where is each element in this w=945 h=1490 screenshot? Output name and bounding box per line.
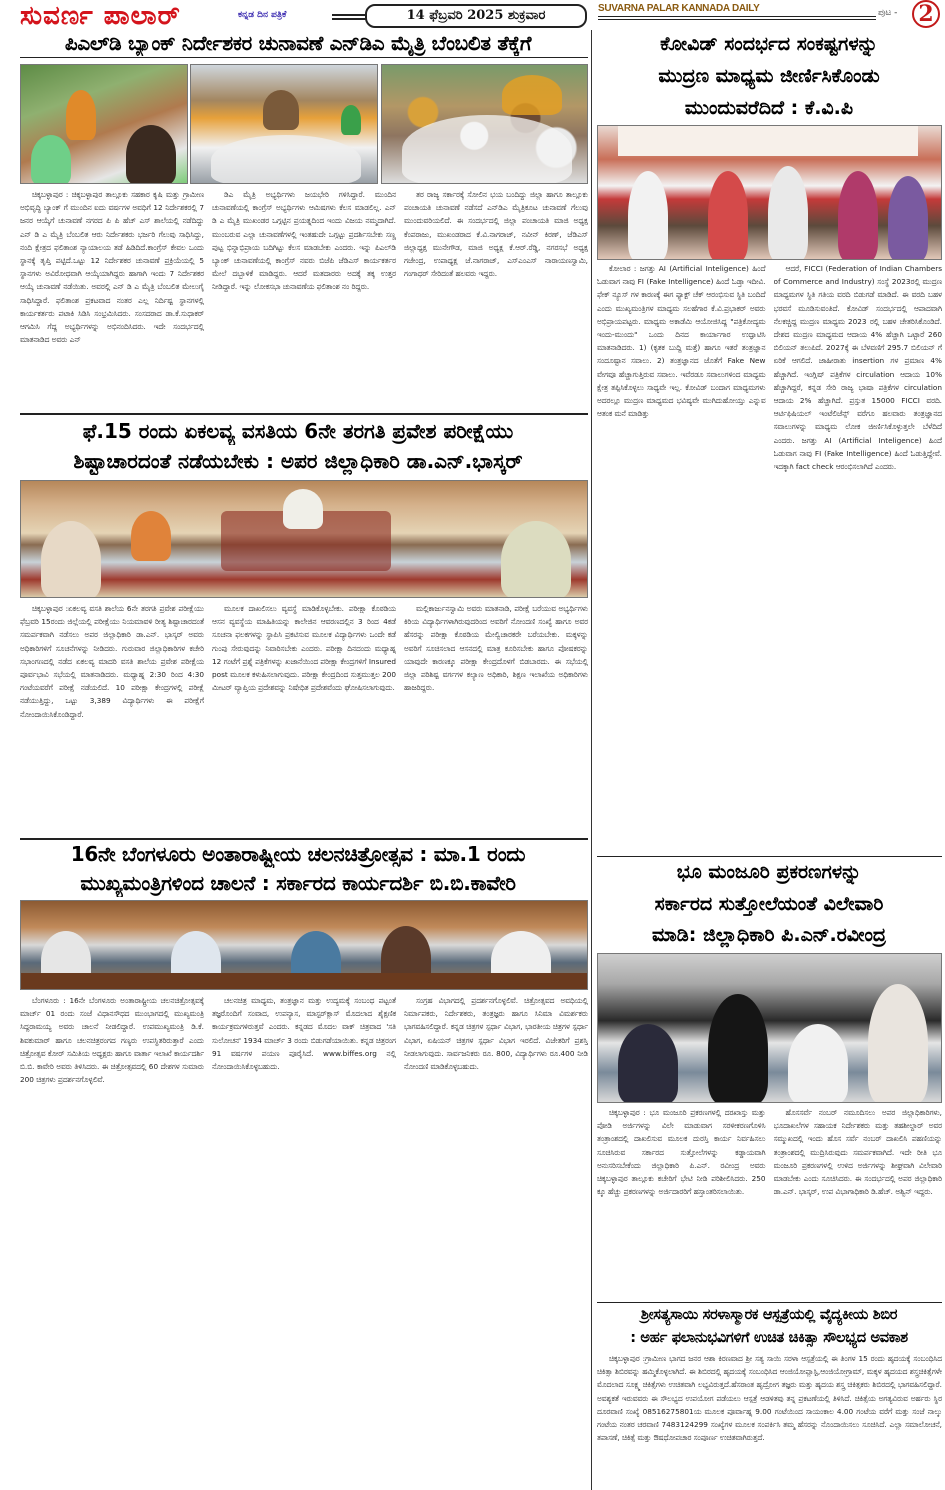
article-body-pld-bank bbox=[20, 188, 588, 406]
article-column: ತರ ರಾಜ್ಯ ಸರ್ಕಾರಕ್ಕೆ ಸೋಲಿನ ಭಯ ಬಂದಿದ್ದು ಜಿಲ್ಲಾ ಹಾಗೂ ತಾಲ್ಲೂಕು ಪಂಚಾಯತಿ ಚುನಾವಣೆ ನಡೆಸದೆ ಎನ್‌ಡಿಎ ಮೈತ್ರಿಕೂಟ ಚುನಾವಣೆ ಗೆಲುವು ಮುಂದುವರಿಯಲಿದೆ. ಈ ಸಂದರ್ಭದಲ್ಲಿ ಜಿಲ್ಲಾ ಪಂಚಾಯತಿ ಮಾಜಿ ಅಧ್ಯಕ್ಷ ಕೆಂಪರಾಜು, ಮುಖಂಡರಾದ ಕೆ.ವಿ.ನಾಗರಾಜ್, ನವೀನ್ ಕಿರಣ್, ಜೆಡಿಎಸ್ ಜಿಲ್ಲಾಧ್ಯಕ್ಷ ಮುನೇಗೌಡ, ಮಾಜಿ ಅಧ್ಯಕ್ಷ ಕೆ.ಆರ್.ರೆಡ್ಡಿ, ನಗರಸಭೆ ಅಧ್ಯಕ್ಷ ಗಜೇಂದ್ರ, ಉಪಾಧ್ಯಕ್ಷ ಜೆ.ನಾಗರಾಜ್, ಎಸ್ಎಂಎಸ್ ನಾರಾಯಣಸ್ವಾಮಿ, ಗಂಗಾಧರ್ ಸೇರಿದಂತೆ ಹಲವರು ಇದ್ದರು. bbox=[404, 190, 588, 279]
daily-name: SUVARNA PALAR KANNADA DAILY bbox=[598, 3, 760, 14]
headline-sathya-sai-line1: ಶ್ರೀಸತ್ಯಸಾಯಿ ಸರಳಾಸ್ಮಾರಕ ಆಸ್ಪತ್ರೆಯಲ್ಲಿ ವೈದ್ಯಕೀಯ ಶಿಬಿರ bbox=[640, 1307, 898, 1323]
article-body-kvp bbox=[597, 262, 942, 832]
photo-press-meet bbox=[20, 900, 588, 990]
headline-pld-bank: ಪಿಎಲ್‌ಡಿ ಬ್ಯಾಂಕ್ ನಿರ್ದೇಶಕರ ಚುನಾವಣೆ ಎನ್‌ಡಿಎ ಮೈತ್ರಿ ಬೆಂಬಲಿತ ತೆಕ್ಕೆಗೆ bbox=[64, 31, 532, 55]
masthead bbox=[0, 0, 945, 32]
headline-kvp-line2: ಮುದ್ರಣ ಮಾಧ್ಯಮ ಜೀರ್ಣಿಸಿಕೊಂಡು bbox=[658, 65, 880, 87]
photo-statue-garlanding bbox=[190, 64, 378, 184]
photo-celebration-1 bbox=[20, 64, 188, 184]
article-body-land-grant bbox=[597, 1106, 942, 1301]
photo-media-workshop bbox=[597, 125, 942, 260]
article-column: ಚಲನಚಿತ್ರ ಮಾಧ್ಯಮ, ತಂತ್ರಜ್ಞಾನ ಮತ್ತು ಉದ್ಯಮಕ್ಕೆ ಸಂಬಂಧ ಪಟ್ಟಂತೆ ತಜ್ಞರೊಂದಿಗೆ ಸಂವಾದ, ಉಪನ್ಯಾಸ, ಮಾಸ್ಟರ್‌ಕ್ಲಾಸ್ ಮೊದಲಾದ ಶೈಕ್ಷಣಿಕ ಕಾರ್ಯಕ್ರಮಗಳಿರುತ್ತವೆ ಎಂದರು. ಕನ್ನಡದ ಮೊದಲ ವಾಕ್ ಚಿತ್ರವಾದ 'ಸತಿ ಸುಲೋಚನ' 1934 ಮಾರ್ಚ್ 3 ರಂದು ಬಿಡುಗಡೆಯಾಯಿತು. ಕನ್ನಡ ಚಿತ್ರರಂಗ 91 ವರ್ಷಗಳ ಪಯಣ ಪೂರೈಸಿದೆ. www.biffes.org ನಲ್ಲಿ ನೋಂದಾಯಿಸಿಕೊಳ್ಳಬಹುದು. bbox=[212, 996, 396, 1072]
headline-kvp-line1: ಕೋವಿಡ್ ಸಂದರ್ಭದ ಸಂಕಷ್ಟಗಳನ್ನು bbox=[660, 33, 878, 55]
article-column: ಚಿಕ್ಕಬಳ್ಳಾಪುರ : ಭೂ ಮಂಜೂರಿ ಪ್ರಕರಣಗಳಲ್ಲಿ ದರಖಾಸ್ತು ಮತ್ತು ಪೋಡಿ ಅರ್ಜಿಗಳನ್ನು ವಿಲೇ ಮಾಡುವಾಗ ಸರಳೀಕರಣಗೊಳಿಸಿ ತಂತ್ರಾಂಶದಲ್ಲಿ ದಾಖಲಿಸುವ ಮೂಲಕ ದುರಸ್ತಿ ಕಾರ್ಯ ನಿರ್ವಹಿಸಲು ಸೂಚಿಸಿರುವ ಸರ್ಕಾರದ ಸುತ್ತೋಲೆಗಳನ್ನು ಕಡ್ಡಾಯವಾಗಿ ಅನುಸರಿಸಬೇಕೆಂದು ಜಿಲ್ಲಾಧಿಕಾರಿ ಪಿ.ಎನ್. ರವೀಂದ್ರ ಅವರು ಚಿಕ್ಕಬಳ್ಳಾಪುರ ತಾಲ್ಲೂಕು ಕಚೇರಿಗೆ ಭೇಟಿ ನೀಡಿ ಪರಿಶೀಲಿಸಿದರು. 250 ಕ್ಕೂ ಹೆಚ್ಚು ಪ್ರಕರಣಗಳನ್ನು ಅರ್ಜಿದಾರರಿಗೆ ಹಸ್ತಾಂತರಿಸಲಾಯಿತು. bbox=[597, 1108, 766, 1197]
masthead-rule-right-2 bbox=[598, 19, 876, 20]
headline-kvp-line3: ಮುಂದುವರೆದಿದೆ : ಕೆ.ವಿ.ಪಿ bbox=[684, 97, 854, 119]
article-column: ಡಿಎ ಮೈತ್ರಿ ಅಭ್ಯರ್ಥಿಗಳು ಜಯಭೇರಿ ಗಳಿಸಿದ್ದಾರೆ. ಮುಂದಿನ ಚುನಾವಣೆಯಲ್ಲಿ ಕಾಂಗ್ರೆಸ್ ಅಭ್ಯರ್ಥಿಗಳು ಆಮಿಷಗಳು ಕೆಲಸ ಮಾಡಲಿಲ್ಲ. ಎನ್ ಡಿ ಎ ಮೈತ್ರಿ ಮುಖಂಡರ ಒಗ್ಗಟ್ಟಿನ ಪ್ರಯತ್ನದಿಂದ ಇಂದು ವಿಜಯ ನಮ್ಮದಾಗಿದೆ. ಮುಂಬರುವ ಎಲ್ಲಾ ಚುನಾವಣೆಗಳಲ್ಲಿ ಇಂತಹುದೇ ಒಗ್ಗಟ್ಟು ಪ್ರದರ್ಶಿಸಬೇಕು ಸಣ್ಣ ಪುಟ್ಟ ಭಿನ್ನಾಭಿಪ್ರಾಯ ಬದಿಗಿಟ್ಟು ಕೆಲಸ ಮಾಡಬೇಕು ಎಂದರು. ಇನ್ನು ಪಿಎಲ್‌ಡಿ ಬ್ಯಾಂಕ್ ಚುನಾವಣೆಯಲ್ಲಿ ಕಾಂಗ್ರೆಸ್ ನವರು ಬಿಜೆಪಿ ಜೆಡಿಎಸ್ ಕಾರ್ಯಕರ್ತರ ಮೇಲೆ ದಬ್ಬಾಳಿಕೆ ಮಾಡಿದ್ದರು. ಆದರೆ ಮತದಾರರು ಅದಕ್ಕೆ ತಕ್ಕ ಉತ್ತರ ನೀಡಿದ್ದಾರೆ. ಇನ್ನು ಲೋಕಸಭಾ ಚುನಾವಣೆಯ ಫಲಿತಾಂಶ ನಂ ರಿದ್ದರು. bbox=[212, 190, 396, 292]
column-divider bbox=[591, 30, 592, 1490]
headline-land-line3: ಮಾಡಿ: ಜಿಲ್ಲಾಧಿಕಾರಿ ಪಿ.ಎನ್.ರವೀಂದ್ರ bbox=[651, 924, 887, 946]
article-column: ಸಂಗ್ರಹ ವಿಭಾಗದಲ್ಲಿ ಪ್ರದರ್ಶನಗೊಳ್ಳಲಿವೆ. ಚಿತ್ರೋತ್ಸವದ ಅವಧಿಯಲ್ಲಿ ನಿರ್ಮಾಪಕರು, ನಿರ್ದೇಶಕರು, ತಂತ್ರಜ್ಞರು ಹಾಗೂ ಸಿನಿಮಾ ವಿಮರ್ಶಕರು ಭಾಗವಹಿಸಲಿದ್ದಾರೆ. ಕನ್ನಡ ಚಿತ್ರಗಳ ಸ್ಪರ್ಧಾ ವಿಭಾಗ, ಭಾರತೀಯ ಚಿತ್ರಗಳ ಸ್ಪರ್ಧಾ ವಿಭಾಗ, ಏಷಿಯನ್ ಚಿತ್ರಗಳ ಸ್ಪರ್ಧಾ ವಿಭಾಗ ಇರಲಿದೆ. ವಿಜೇತರಿಗೆ ಪ್ರಶಸ್ತಿ ನೀಡಲಾಗುವುದು. ಸಾರ್ವಜನಿಕರು ರೂ. 800, ವಿದ್ಯಾರ್ಥಿಗಳು ರೂ.400 ನೀಡಿ ನೋಂದಣಿ ಮಾಡಿಕೊಳ್ಳಬಹುದು. bbox=[404, 996, 588, 1072]
article-body-biffes bbox=[20, 994, 588, 1484]
page-label: ಪುಟ - bbox=[878, 8, 898, 18]
article-column: ಕೋಲಾರ : ಜಗತ್ತು AI (Artificial Inteligence) ಹಿಂದೆ ಓಡುವಾಗ ನಾವು FI (Fake Intelligence) ಹಿಂದೆ ಓಡ್ತಾ ಇದೀವಿ. ಫೇಕ್ ನ್ಯೂಸ್ ಗಳ ಕಾರಣಕ್ಕೆ ಈಗ ಫ್ಯಾಕ್ಟ್ ಚೆಕ್ ಆರಂಭಿಸುವ ಸ್ಥಿತಿ ಬಂದಿದೆ ಎಂದು ಮುಖ್ಯಮಂತ್ರಿಗಳ ಮಾಧ್ಯಮ ಸಲಹೆಗಾರ ಕೆ.ವಿ.ಪ್ರಭಾಕರ್ ಅವರು ಅಭಿಪ್ರಾಯಪಟ್ಟರು. ಮಾಧ್ಯಮ ಅಕಾಡೆಮಿ ಆಯೋಜಿಸಿದ್ದ "ಪತ್ರಿಕೋದ್ಯಮ ಇಂದು-ಮುಂದು" ಒಂದು ದಿನದ ಕಾರ್ಯಾಗಾರ ಉದ್ಘಾಟಿಸಿ ಮಾತನಾಡಿದರು. 1) (ಕೃತಕ ಬುದ್ದಿ ಮತ್ತೆ) ಹಾಗೂ ಇತರೆ ತಂತ್ರಜ್ಞಾನ ಸಂದೂಷ್ಟಾನ ಸವಾಲು. 2) ತಂತ್ರಜ್ಞಾನದ ಜೊತೆಗೆ Fake New ವೇಗವೂ ಹೆಚ್ಚಾಗುತ್ತಿರುವ ಸವಾಲು. ಇವೆರಡೂ ಸವಾಲುಗಳಿಂದ ಮಾಧ್ಯಮ ಕ್ಷೇತ್ರ ತಪ್ಪಿಸಿಕೊಳ್ಳಲು ಸಾಧ್ಯವೇ ಇಲ್ಲ. ಕೋವಿಡ್ ಬಂದಾಗ ಮಾಧ್ಯಮಗಳು ಅದರಲ್ಲೂ ಮುದ್ರಣ ಮಾಧ್ಯಮದ ಭವಿಷ್ಯವೇ ಮುಗಿದುಹೋಯ್ತು ಎನ್ನುವ ಆತಂಕ ಮನೆ ಮಾಡಿತ್ತು bbox=[597, 264, 766, 419]
photo-crowd-celebration bbox=[381, 64, 588, 184]
article-column: ಮೂಲಕ ದಾಖಲಿಸಲು ವ್ಯವಸ್ಥೆ ಮಾಡಿಕೊಳ್ಳಬೇಕು. ಪರೀಕ್ಷಾ ಕೊಠಡಿಯ ಆಸನ ವ್ಯವಸ್ಥೆಯ ಮಾಹಿತಿಯನ್ನು ಕಾಲೇಜಿನ ಆವರಣದಲ್ಲಿನ 3 ರಿಂದ 4ಕಡೆ ಸೂಚನಾ ಫಲಕಗಳನ್ನು ಸ್ಥಾಪಿಸಿ ಪ್ರಕಟಿಸುವ ಮೂಲಕ ವಿದ್ಯಾರ್ಥಿಗಳು ಒಂದೇ ಕಡೆ ಗುಂಪು ಸೇರುವುದನ್ನು ನಿವಾರಿಸಬೇಕು ಎಂದರು. ಪರೀಕ್ಷಾ ದಿನದಂದು ಮಧ್ಯಾಹ್ನ 12 ಗಂಟೆಗೆ ಪ್ರಶ್ನೆ ಪತ್ರಿಕೆಗಳನ್ನು ಖಜಾನೆಯಿಂದ ಪರೀಕ್ಷಾ ಕೇಂದ್ರಗಳಿಗೆ Insured post ಮೂಲಕ ಕಳುಹಿಸಲಾಗುವುದು. ಪರೀಕ್ಷಾ ಕೇಂದ್ರದಿಂದ ಸುತ್ತಮುತ್ತಲ 200 ಮೀಟರ್ ವ್ಯಾಪ್ತಿಯ ಪ್ರದೇಶವನ್ನು ನಿಷೇಧಿತ ಪ್ರದೇಶವೆಂದು ಘೋಷಿಸಲಾಗುವುದು. bbox=[212, 604, 396, 693]
headline-underline bbox=[20, 57, 588, 58]
headline-land-line2: ಸರ್ಕಾರದ ಸುತ್ತೋಲೆಯಂತೆ ವಿಲೇವಾರಿ bbox=[654, 893, 884, 915]
headline-sathya-sai-line2: : ಅರ್ಹ ಫಲಾನುಭವಿಗಳಿಗೆ ಉಚಿತ ಚಿಕಿತ್ಸಾ ಸೌಲಭ್ಯದ ಅವಕಾಶ bbox=[630, 1330, 908, 1346]
masthead-rule-left-2 bbox=[332, 18, 366, 20]
issue-date: 14 ಫೆಬ್ರವರಿ 2025 ಶುಕ್ರವಾರ bbox=[365, 4, 587, 28]
article-column: ಮಲ್ಲಿಕಾರ್ಜುನಸ್ವಾಮಿ ಅವರು ಮಾತನಾಡಿ, ಪರೀಕ್ಷೆ ಬರೆಯುವ ಅಭ್ಯರ್ಥಿಗಳು ಕಿರಿಯ ವಿದ್ಯಾರ್ಥಿಗಳಾಗಿರುವುದರಿಂದ ಅವರಿಗೆ ನೋಂದಣಿ ಸಂಖ್ಯೆ ಹಾಗೂ ಅವರ ಹೆಸರನ್ನು ಪರೀಕ್ಷಾ ಕೊಠಡಿಯ ಮೇಲ್ವಿಚಾರಕರೇ ಬರೆಯಬೇಕು. ಮಕ್ಕಳನ್ನು ಅವರಿಗೆ ಸೂಚಿಸಲಾದ ಆಸನದಲ್ಲಿ ಮಾತ್ರ ಕೂರಿಸಬೇಕು ಹಾಗೂ ಪೋಷಕರನ್ನು ಯಾವುದೇ ಕಾರಣಕ್ಕೂ ಪರೀಕ್ಷಾ ಕೇಂದ್ರದೊಳಗೆ ಬಿಡಬಾರದು. ಈ ಸಭೆಯಲ್ಲಿ ಜಿಲ್ಲಾ ಪರಿಶಿಷ್ಟ ವರ್ಗಗಳ ಕಲ್ಯಾಣ ಅಧಿಕಾರಿ, ಶಿಕ್ಷಣ ಇಲಾಖೆಯ ಅಧಿಕಾರಿಗಳು ಹಾಜರಿದ್ದರು. bbox=[404, 604, 588, 693]
article-column: ಚಿಕ್ಕಬಳ್ಳಾಪುರ :ಏಕಲವ್ಯ ವಸತಿ ಶಾಲೆಯ 6ನೇ ತರಗತಿ ಪ್ರವೇಶ ಪರೀಕ್ಷೆಯು ಫೆಬ್ರವರಿ 15ರಂದು ಜಿಲ್ಲೆಯಲ್ಲಿ ಪರೀಕ್ಷೆಯು ನಿಯಮಾವಳಿ ರೀತ್ಯ ಶಿಷ್ಟಾಚಾರದಂತೆ ಸಮರ್ಪಕವಾಗಿ ನಡೆಸಲು ಅಪರ ಜಿಲ್ಲಾಧಿಕಾರಿ ಡಾ.ಎನ್. ಭಾಸ್ಕರ್ ಅವರು ಅಧಿಕಾರಿಗಳಿಗೆ ಸೂಚನೆಗಳನ್ನು ನೀಡಿದರು. ಗುರುವಾರ ಜಿಲ್ಲಾಧಿಕಾರಿಗಳ ಕಚೇರಿ ಸಭಾಂಗಣದಲ್ಲಿ ನಡೆದ ಏಕಲವ್ಯ ಮಾದರಿ ವಸತಿ ಶಾಲೆಯ ಪ್ರವೇಶ ಪರೀಕ್ಷೆಯ ಪೂರ್ವಭಾವಿ ಸಭೆಯಲ್ಲಿ ಮಾತನಾಡಿದರು. ಮಧ್ಯಾಹ್ನ 2:30 ರಿಂದ 4:30 ಗಂಟೆಯವರೆಗೆ ಪರೀಕ್ಷೆ ನಡೆಯಲಿದೆ. 10 ಪರೀಕ್ಷಾ ಕೇಂದ್ರಗಳಲ್ಲಿ ಪರೀಕ್ಷೆ ನಡೆಯುತ್ತಿದ್ದು, ಒಟ್ಟು 3,389 ವಿದ್ಯಾರ್ಥಿಗಳು ಈ ಪರೀಕ್ಷೆಗೆ ನೋಂದಾಯಿಸಿಕೊಂಡಿದ್ದಾರೆ. bbox=[20, 604, 204, 719]
section-rule bbox=[597, 856, 942, 857]
section-rule bbox=[20, 413, 588, 415]
headline-ekalavya-line2: ಶಿಷ್ಟಾಚಾರದಂತೆ ನಡೆಯಬೇಕು : ಅಪರ ಜಿಲ್ಲಾಧಿಕಾರಿ ಡಾ.ಎನ್.ಭಾಸ್ಕರ್ bbox=[73, 449, 523, 473]
article-column: ಚಿಕ್ಕಬಳ್ಳಾಪುರ : ಚಿಕ್ಕಬಳ್ಳಾಪುರ ತಾಲ್ಲೂಕು ಸಹಕಾರ ಕೃಷಿ ಮತ್ತು ಗ್ರಾಮೀಣ ಅಭಿವೃದ್ಧಿ ಬ್ಯಾಂಕ್ ಗೆ ಮುಂದಿನ ಐದು ವರ್ಷಗಳ ಅವಧಿಗೆ 12 ನಿರ್ದೇಶಕರಲ್ಲಿ 7 ಜನರ ಆಯ್ಕೆಗೆ ಚುನಾವಣೆ ನಗರದ ಪಿ ಪಿ ಹೆಚ್ ಎಸ್ ಶಾಲೆಯಲ್ಲಿ ನಡೆದಿದ್ದು ಎನ್ ಡಿ ಎ ಮೈತ್ರಿ ಬೆಂಬಲಿತ ಆರು ನಿರ್ದೇಶಕರು ಭರ್ಜರಿ ಗೆಲುವು ಸಾಧಿಸಿದ್ದು, ನಂದಿ ಕ್ಷೇತ್ರದ ಫಲಿತಾಂಶ ನ್ಯಾಯಾಲಯ ತಡೆ ಹಿಡಿದಿದೆ.ಕಾಂಗ್ರೆಸ್ ಕೇವಲ ಒಂದು ಸ್ಥಾನಕ್ಕೆ ತೃಪ್ತಿ ಪಟ್ಟಿದೆ.ಒಟ್ಟು 12 ನಿರ್ದೇಶಕರ ಚುನಾವಣೆ ಪ್ರಕ್ರಿಯೆಯಲ್ಲಿ 5 ಸ್ಥಾನಗಳು ಅವಿರೋಧವಾಗಿ ಆಯ್ಕೆಯಾಗಿದ್ದರು ಹಾಗಾಗಿ ಇಂದು 7 ನಿರ್ದೇಶಕರ ಆಯ್ಕೆ ಚುನಾವಣೆ ನಡೆಯಿತು. ಅವರಲ್ಲಿ ಎನ್ ಡಿ ಎ ಮೈತ್ರಿ ಬೆಂಬಲಿತ ಮೇಲುಗೈ ಸಾಧಿಸಿದ್ದಾರೆ. ಫಲಿತಾಂಶ ಪ್ರಕಟವಾದ ನಂತರ ಎಲ್ಲ ನಿರ್ದಿಷ್ಟ ಸ್ಥಾನಗಳಲ್ಲಿ ಕಾರ್ಯಕರ್ತರು ಪಟಾಕಿ ಸಿಡಿಸಿ ಸಂಭ್ರಮಿಸಿದರು. ಸಂಸದರಾದ ಡಾ.ಕೆ.ಸುಧಾಕರ್ ಆಗಮಿಸಿ ಗೆದ್ದ ಅಭ್ಯರ್ಥಿಗಳನ್ನು ಅಭಿನಂದಿಸಿದರು. ಇದೇ ಸಂದರ್ಭದಲ್ಲಿ ಮಾತನಾಡಿದ ಅವರು ಎನ್ bbox=[20, 190, 204, 345]
photo-meeting-hall bbox=[20, 480, 588, 598]
tagline: ಕನ್ನಡ ದಿನ ಪತ್ರಿಕೆ bbox=[238, 10, 287, 20]
article-body-ekalavya bbox=[20, 602, 588, 834]
page-number: 2 bbox=[912, 0, 940, 28]
masthead-rule-right bbox=[598, 16, 876, 17]
headline-ekalavya-line1: ಫೆ.15 ರಂದು ಏಕಲವ್ಯ ವಸತಿಯ 6ನೇ ತರಗತಿ ಪ್ರವೇಶ ಪರೀಕ್ಷೆಯು bbox=[82, 419, 514, 443]
article-column: ಹೊಸಸರ್ವೆ ನಂಬರ್ ನಮೂದಿಸಲು ಅಪರ ಜಿಲ್ಲಾಧಿಕಾರಿಗಳು, ಭೂದಾಖಲೆಗಳ ಸಹಾಯಕ ನಿರ್ದೇಶಕರು ಮತ್ತು ತಹಶೀಲ್ದಾರ್ ಅವರ ಸಮ್ಮುಖದಲ್ಲಿ ಇಂದು ಹೊಸ ಸರ್ವೆ ನಂಬರ್ ದಾಖಲಿಸಿ ಪಹಣಿಯನ್ನು ತಂತ್ರಾಂಶದಲ್ಲಿ ಮುದ್ರಿಸಿರುವುದು ಸಮರ್ಪಕವಾಗಿದೆ. ಇದೇ ರೀತಿ ಭೂ ಮಂಜೂರಿ ಪ್ರಕರಣಗಳಲ್ಲಿ ಉಳಿದ ಅರ್ಜಿಗಳನ್ನು ಶೀಘ್ರವಾಗಿ ವಿಲೇವಾರಿ ಮಾಡಬೇಕು ಎಂದು ಸೂಚಿಸಿದರು. ಈ ಸಂದರ್ಭದಲ್ಲಿ ಅಪರ ಜಿಲ್ಲಾಧಿಕಾರಿ ಡಾ.ಎನ್. ಭಾಸ್ಕರ್, ಉಪ ವಿಭಾಗಾಧಿಕಾರಿ ಡಿ.ಹೆಚ್. ಅಶ್ವಿನ್ ಇದ್ದರು. bbox=[773, 1108, 942, 1197]
photo-office-inspection bbox=[597, 953, 942, 1103]
article-column: ಆದರೆ, FICCI (Federation of Indian Chambers of Commerce and Industry) ಸಂಸ್ಥೆ 2023ರಲ್ಲಿ ಮುದ್ರಣ ಮಾಧ್ಯಮಗಳ ಸ್ಥಿತಿ ಗತಿಯ ವರದಿ ಬಿಡುಗಡೆ ಮಾಡಿದೆ. ಈ ವರದಿ ಬಹಳ ಭರವಸೆ ಮೂಡಿಸುವಂತಿದೆ. ಕೋವಿಡ್ ಸಂದರ್ಭದಲ್ಲಿ ಆಪಾದವಾಗಿ ನೆಲಕಚ್ಚಿದ್ದ ಮುದ್ರಣ ಮಾಧ್ಯಮ 2023 ರಲ್ಲಿ ಬಹಳ ಚೇತರಿಸಿಕೊಂಡಿದೆ. ದೇಶದ ಮುದ್ರಣ ಮಾಧ್ಯಮದ ಆದಾಯ 4% ಹೆಚ್ಚಾಗಿ ಒಟ್ಟಾರೆ 260 ಬಿಲಿಯನ್ ತಲುಪಿದೆ. 2027ಕ್ಕೆ ಈ ಬೆಳವಣಿಗೆ 295.7 ಬಿಲಿಯನ್ ಗೆ ಏರಿಕೆ ಆಗಲಿದೆ. ಜಾಹೀರಾತು insertion ಗಳ ಪ್ರಮಾಣ 4% ಹೆಚ್ಚಾಗಿದೆ. ಇಂಗ್ಲಿಷ್ ಪತ್ರಿಕೆಗಳ circulation ಆದಾಯ 10% ಹೆಚ್ಚಾಗಿದ್ದರೆ, ಕನ್ನಡ ಸೇರಿ ರಾಜ್ಯ ಭಾಷಾ ಪತ್ರಿಕೆಗಳ circulation ಆದಾಯ 2% ಹೆಚ್ಚಾಗಿದೆ. ಪ್ರಸ್ತುತ 15000 FICCI ವರದಿ. ಆರ್ಟಿಫಿಷಿಯಲ್ ಇಂಟೆಲಿಜೆನ್ಸ್ ವರೆಗೂ ಹಲವಾರು ತಂತ್ರಜ್ಞಾನದ ಸವಾಲುಗಳನ್ನು ಮಾಧ್ಯಮ ಲೋಕ ಜೀರ್ಣಿಸಿಕೊಳ್ಳುತ್ತಲೇ ಬೆಳೆದಿದೆ ಎಂದರು. ಜಗತ್ತು AI (Artificial Inteligence) ಹಿಂದೆ ಓಡುವಾಗ ನಾವು FI (Fake Intelligence) ಹಿಂದೆ ಓಡುತ್ತಿದ್ದೇವೆ. ಇದಕ್ಕಾಗಿ fact check ಆರಂಭಿಸಲಾಗಿದೆ ಎಂದರು. bbox=[773, 264, 942, 472]
newspaper-logo: ಸುವರ್ಣ ಪಾಲಾರ್ bbox=[20, 1, 181, 31]
headline-biffes-line2: ಮುಖ್ಯಮಂತ್ರಿಗಳಿಂದ ಚಾಲನೆ : ಸರ್ಕಾರದ ಕಾರ್ಯದರ್ಶಿ ಬಿ.ಬಿ.ಕಾವೇರಿ bbox=[80, 871, 516, 895]
article-body-sathya-sai: ಚಿಕ್ಕಬಳ್ಳಾಪುರ :ಗ್ರಾಮೀಣ ಭಾಗದ ಜನರ ಆಶಾ ಕಿರಣವಾದ ಶ್ರೀ ಸತ್ಯ ಸಾಯಿ ಸರಳಾ ಆಸ್ಪತ್ರೆಯಲ್ಲಿ ಈ ತಿಂಗಳ 15 ರಂದು ಹೃದಯಕ್ಕೆ ಸಂಬಂಧಿಸಿದ ಚಿಕಿತ್ಸಾ ಶಿಬಿರವನ್ನು ಹಮ್ಮಿಕೊಳ್ಳಲಾಗಿದೆ. ಈ ಶಿಬಿರದಲ್ಲಿ ಹೃದಯಕ್ಕೆ ಸಂಬಂಧಿಸಿದ ಆಂಜಿಯೋಪ್ಲಾಸ್ಟಿ,ಆಂಜಿಯೋಗ್ರಾಮ್, ಮಕ್ಕಳ ಹೃದಯದ ಶಸ್ತ್ರಚಿಕಿತ್ಸೆಗಳೇ ಮೊದಲಾದ ಸೂಕ್ಷ್ಮ ಚಿಕಿತ್ಸೆಗಳು ಉಚಿತವಾಗಿ ಲಭ್ಯವಿರುತ್ತದೆ.ಹೆಸರಾಂತ ಹೃದ್ರೋಗ ತಜ್ಞರು ಮತ್ತು ಹೃದಯ ಶಸ್ತ್ರ ಚಿಕಿತ್ಸಕರು ಶಿಬಿರದಲ್ಲಿ ಭಾಗವಹಿಸಲಿದ್ದಾರೆ. ಅವಶ್ಯಕತೆ ಇರುವವರು ಈ ಸೌಲಭ್ಯದ ಉಪಯೋಗ ಪಡೆಯಲು ಆಸ್ಪತ್ರೆ ಆಡಳಿತವು ತನ್ನ ಪ್ರಕಟಣೆಯಲ್ಲಿ ತಿಳಿಸಿದೆ. ಚಿಕಿತ್ಸೆಯ ಅಗತ್ಯವಿರುವ ಅರ್ಹರು ಸ್ಥಿರ ದೂರವಾಣಿ ಸಂಖ್ಯೆ 08516275801ಯ ಮೂಲಕ ಪೂರ್ವಾಹ್ನ 9.00 ಗಂಟೆಯಿಂದ ಸಾಯಂಕಾಲ 4.00 ಗಂಟೆಯ ವರೆಗೆ ಮತ್ತು ಸಂಜೆ ನಾಲ್ಕು ಗಂಟೆಯ ನಂತರ ಚರವಾಣಿ 7483124299 ಸಂಖ್ಯೆಗಳ ಮೂಲಕ ಸಂಪರ್ಕಿಸಿ ತಮ್ಮ ಹೆಸರನ್ನು ನೊಂದಾಯಿಸಲು ಸೂಚಿಸಿದೆ. ಎಲ್ಲಾ ಸಮಾಲೋಚನೆ, ತಪಾಸಣೆ, ಚಿಕಿತ್ಸೆ ಮತ್ತು ಔಷಧೋಪಚಾರ ಸಂಪೂರ್ಣ ಉಚಿತವಾಗಿರುತ್ತದೆ. bbox=[597, 1354, 942, 1443]
masthead-rule-left bbox=[332, 14, 366, 16]
article-column: ಬೆಂಗಳೂರು : 16ನೇ ಬೆಂಗಳೂರು ಅಂತಾರಾಷ್ಟ್ರೀಯ ಚಲನಚಿತ್ರೋತ್ಸವಕ್ಕೆ ಮಾರ್ಚ್ 01 ರಂದು ಸಂಜೆ ವಿಧಾನಸೌಧದ ಮುಂಭಾಗದಲ್ಲಿ ಮುಖ್ಯಮಂತ್ರಿ ಸಿದ್ದರಾಮಯ್ಯ ಅವರು ಚಾಲನೆ ನೀಡಲಿದ್ದಾರೆ. ಉಪಮುಖ್ಯಮಂತ್ರಿ ಡಿ.ಕೆ. ಶಿವಕುಮಾರ್ ಹಾಗೂ ಚಲನಚಿತ್ರರಂಗದ ಗಣ್ಯರು ಉಪಸ್ಥಿತರಿರುತ್ತಾರೆ ಎಂದು ಚಿತ್ರೋತ್ಸವ ಕೋರ್ ಸಮಿತಿಯ ಅಧ್ಯಕ್ಷರು ಹಾಗೂ ವಾರ್ತಾ ಇಲಾಖೆ ಕಾರ್ಯದರ್ಶಿ ಬಿ.ಬಿ. ಕಾವೇರಿ ಅವರು ತಿಳಿಸಿದರು. ಈ ಚಿತ್ರೋತ್ಸವದಲ್ಲಿ 60 ದೇಶಗಳ ಸುಮಾರು 200 ಚಿತ್ರಗಳು ಪ್ರದರ್ಶನಗೊಳ್ಳಲಿವೆ. bbox=[20, 996, 204, 1085]
headline-land-line1: ಭೂ ಮಂಜೂರಿ ಪ್ರಕರಣಗಳನ್ನು bbox=[676, 861, 862, 883]
section-rule bbox=[597, 1302, 942, 1303]
headline-biffes-line1: 16ನೇ ಬೆಂಗಳೂರು ಅಂತಾರಾಷ್ಟ್ರೀಯ ಚಲನಚಿತ್ರೋತ್ಸವ : ಮಾ.1 ರಂದು bbox=[70, 842, 526, 866]
